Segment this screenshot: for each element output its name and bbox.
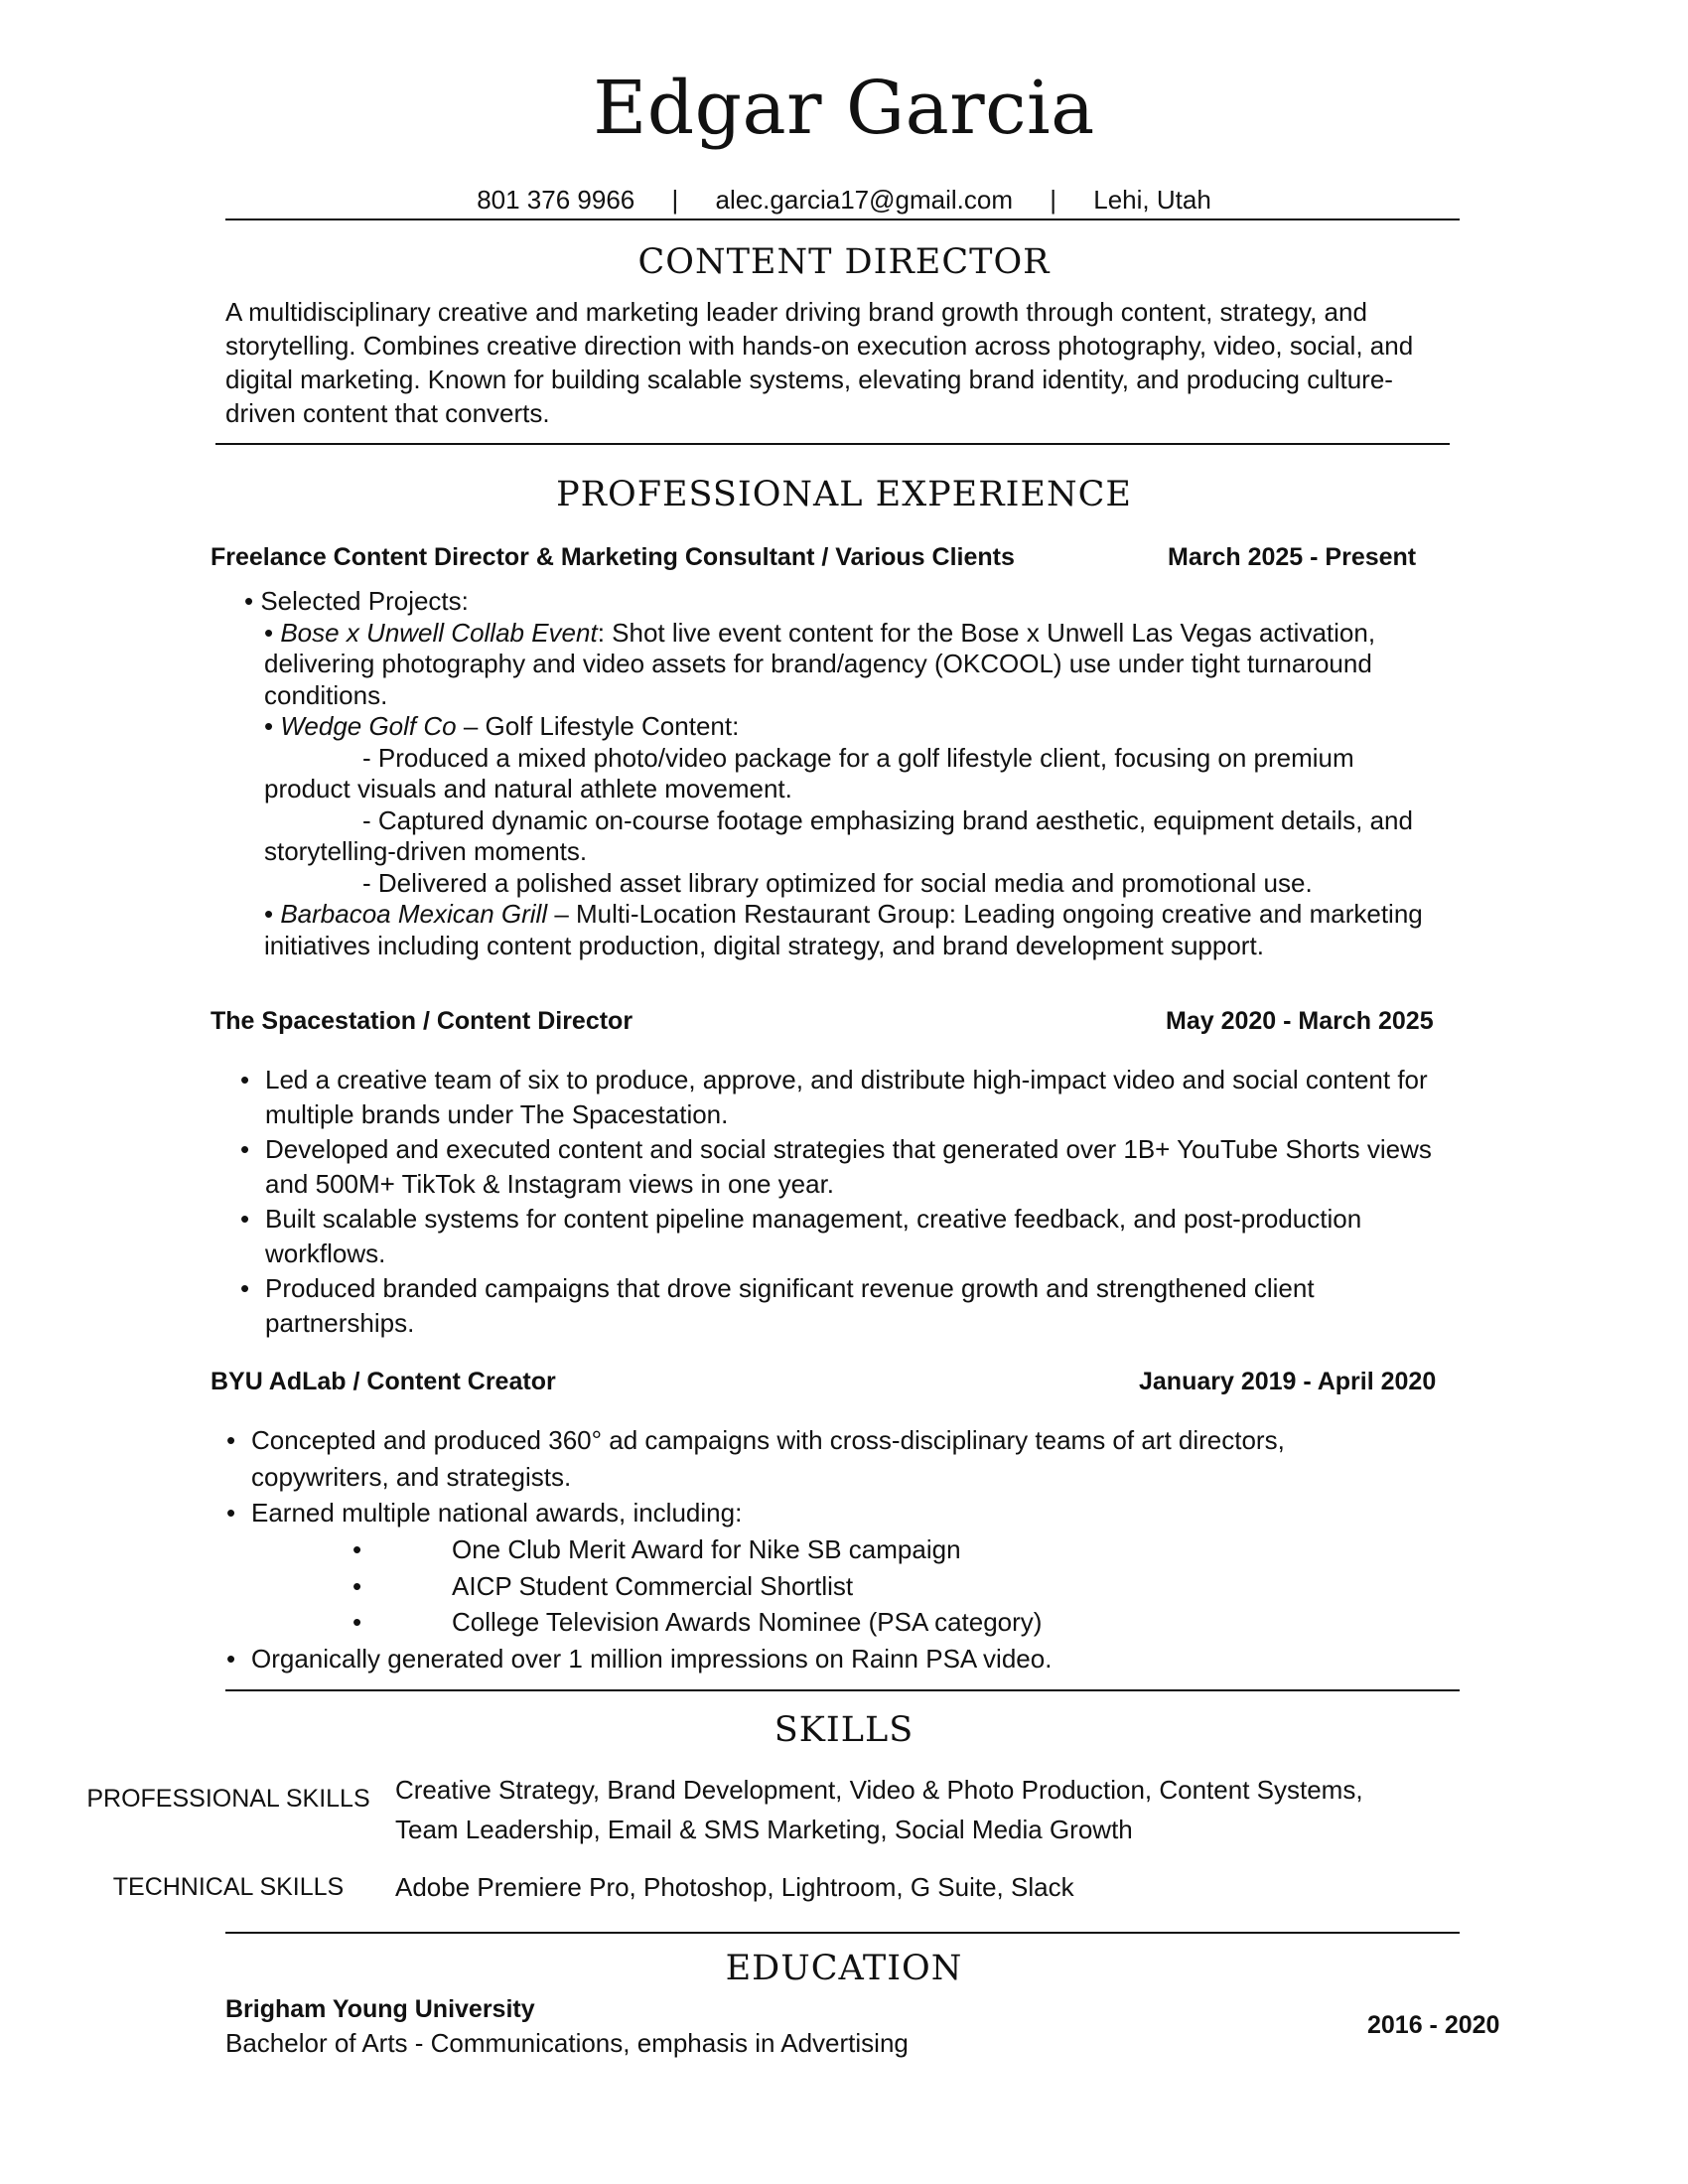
list-item: • Built scalable systems for content pipeline management, creative feedback, and post-production workflows. [240, 1202, 1462, 1271]
summary-line: storytelling. Combines creative direction with hands-on execution across photography, video, social, and [225, 331, 1414, 361]
job-title-adlab: BYU AdLab / Content Creator [211, 1368, 556, 1395]
contact-separator: | [671, 185, 679, 215]
project-line: delivering photography and video assets for brand/agency (OKCOOL) use under tight turnaround [264, 649, 1372, 678]
project-line: conditions. [264, 679, 388, 710]
technical-skills-list: Adobe Premiere Pro, Photoshop, Lightroom, G Suite, Slack [395, 1872, 1074, 1902]
award-item [352, 1604, 1246, 1641]
project-name: Bose x Unwell Collab Event [280, 617, 598, 648]
project-line: initiatives including content production, digital strategy, and brand development support. [264, 930, 1264, 960]
school-name: Brigham Young University [225, 1995, 535, 2023]
experience-heading: PROFESSIONAL EXPERIENCE [556, 475, 1132, 514]
contact-separator: | [1050, 185, 1057, 215]
job-title-spacestation: The Spacestation / Content Director [211, 1007, 633, 1035]
award-text: AICP Student Commercial Shortlist [452, 1570, 854, 1601]
list-item: • Led a creative team of six to produce, approve, and distribute high-impact video and social content for multiple brands under The Spacestation. [240, 1063, 1462, 1132]
project-text: : Shot live event content for the Bose x Unwell Las Vegas activation, [597, 617, 1376, 648]
project-text: – Multi-Location Restaurant Group: Leading ongoing creative and marketing [547, 899, 1423, 929]
divider [225, 218, 1460, 220]
summary-line: driven content that converts. [225, 398, 550, 428]
project-name: Barbacoa Mexican Grill [280, 899, 548, 929]
award-item [352, 1531, 1246, 1568]
project-line: storytelling-driven moments. [264, 836, 588, 866]
freelance-projects [244, 586, 1423, 961]
project-line: • Barbacoa Mexican Grill – Multi-Location Restaurant Group: Leading ongoing creative and marketing [264, 899, 1423, 929]
adlab-bullets-end [226, 1641, 1338, 1677]
divider [215, 443, 1450, 445]
project-line: - Produced a mixed photo/video package for a golf lifestyle client, focusing on premium [362, 742, 1354, 773]
skills-line: Creative Strategy, Brand Development, Video & Photo Production, Content Systems, [395, 1775, 1363, 1805]
technical-skills-label: TECHNICAL SKILLS [112, 1873, 345, 1901]
awards-list [352, 1531, 1246, 1641]
projects-label: Selected Projects: [260, 586, 469, 616]
email-address[interactable]: alec.garcia17@gmail.com [715, 185, 1014, 215]
project-line: • Bose x Unwell Collab Event: Shot live event content for the Bose x Unwell Las Vegas activation, [264, 617, 1376, 648]
list-item: • Produced branded campaigns that drove significant revenue growth and strengthened client partnerships. [240, 1271, 1462, 1341]
summary-paragraph [225, 295, 1477, 430]
location: Lehi, Utah [1093, 185, 1211, 215]
skills-line: Team Leadership, Email & SMS Marketing, Social Media Growth [395, 1815, 1133, 1844]
professional-skills-list [395, 1770, 1487, 1849]
project-text: – Golf Lifestyle Content: [456, 711, 740, 741]
project-line: product visuals and natural athlete movement. [264, 774, 792, 803]
candidate-name: Edgar Garcia [593, 66, 1095, 151]
divider [225, 1689, 1460, 1691]
project-line: - Delivered a polished asset library optimized for social media and promotional use. [362, 867, 1313, 898]
job-dates-spacestation: May 2020 - March 2025 [1166, 1007, 1434, 1035]
job-dates-adlab: January 2019 - April 2020 [1139, 1368, 1437, 1395]
project-line: • Wedge Golf Co – Golf Lifestyle Content: [264, 711, 740, 741]
contact-line [0, 185, 1688, 216]
professional-skills-label: PROFESSIONAL SKILLS [86, 1785, 370, 1813]
summary-line: A multidisciplinary creative and marketing leader driving brand growth through content, strategy, and [225, 297, 1367, 327]
adlab-bullets [226, 1422, 1338, 1531]
degree: Bachelor of Arts - Communications, emphasis in Advertising [225, 2028, 909, 2058]
summary-heading: CONTENT DIRECTOR [637, 242, 1051, 282]
skills-heading: SKILLS [774, 1710, 914, 1750]
award-text: College Television Awards Nominee (PSA category) [452, 1607, 1043, 1637]
job-title-freelance: Freelance Content Director & Marketing Consultant / Various Clients [211, 543, 1015, 571]
list-item: • Organically generated over 1 million impressions on Rainn PSA video. [226, 1641, 1338, 1677]
list-item: • Developed and executed content and social strategies that generated over 1B+ YouTube Shorts views and 500M+ TikTok & Instagram views in one year. [240, 1132, 1462, 1202]
project-line: - Captured dynamic on-course footage emphasizing brand aesthetic, equipment details, and [362, 804, 1413, 835]
job-dates-freelance: March 2025 - Present [1168, 543, 1417, 571]
education-dates: 2016 - 2020 [1367, 2011, 1500, 2039]
project-name: Wedge Golf Co [280, 711, 457, 741]
education-heading: EDUCATION [725, 1949, 963, 1988]
spacestation-bullets [240, 1063, 1462, 1341]
award-text: One Club Merit Award for Nike SB campaign [452, 1534, 961, 1564]
list-item: • Concepted and produced 360° ad campaigns with cross-disciplinary teams of art directors, copywriters, and strategists. [226, 1422, 1338, 1495]
summary-line: digital marketing. Known for building scalable systems, elevating brand identity, and producing culture- [225, 364, 1393, 394]
list-item: • Selected Projects: [244, 586, 469, 616]
divider [225, 1932, 1460, 1934]
phone-number: 801 376 9966 [477, 185, 635, 215]
award-item [352, 1568, 1246, 1605]
list-item: • Earned multiple national awards, including: [226, 1495, 1338, 1531]
